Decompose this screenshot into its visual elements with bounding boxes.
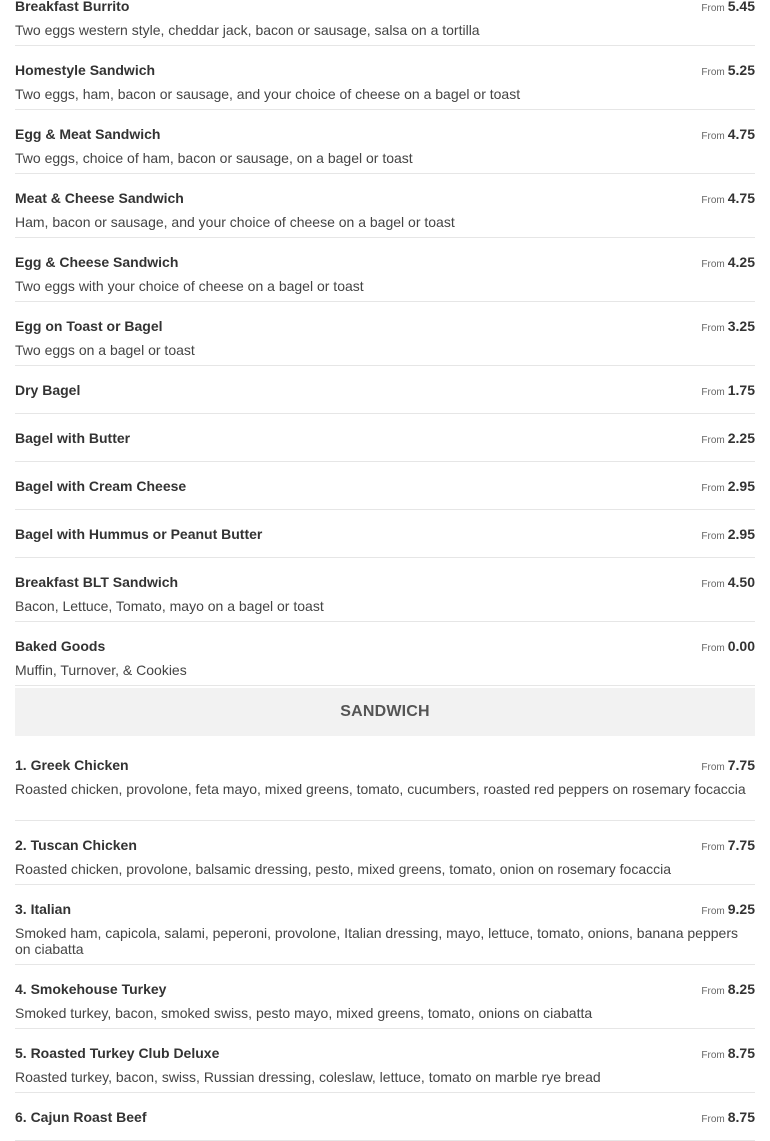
price-amount: 1.75 [727, 382, 755, 398]
price-prefix: From [701, 323, 725, 334]
price-prefix: From [701, 435, 725, 446]
menu-item-name: 4. Smokehouse Turkey [15, 981, 167, 997]
price-prefix: From [701, 1114, 725, 1125]
menu-item-name: Baked Goods [15, 638, 106, 654]
menu-item-price [701, 62, 755, 81]
menu-item[interactable] [15, 1093, 755, 1141]
menu-item-name: 6. Cajun Roast Beef [15, 1109, 147, 1125]
price-amount: 7.75 [727, 757, 755, 773]
menu-item-name: Dry Bagel [15, 382, 81, 398]
price-prefix: From [701, 906, 725, 917]
menu-item-name: Bagel with Butter [15, 430, 131, 446]
menu-item-description: Smoked ham, capicola, salami, peperoni, provolone, Italian dressing, mayo, lettuce, tomato, onions, banana peppers on ciabatta [15, 925, 738, 957]
price-prefix: From [701, 531, 725, 542]
menu-item[interactable] [15, 414, 755, 462]
menu-item-name: Homestyle Sandwich [15, 62, 156, 78]
menu-list [15, 0, 755, 1141]
breakfast-section [15, 0, 755, 686]
price-amount: 7.75 [727, 837, 755, 853]
menu-item-name: Breakfast Burrito [15, 0, 130, 14]
price-prefix: From [701, 387, 725, 398]
menu-item[interactable] [15, 302, 755, 366]
menu-item-price [701, 526, 755, 545]
sandwich-section [15, 741, 755, 1141]
price-amount: 2.95 [727, 526, 755, 542]
menu-item-price [701, 318, 755, 337]
menu-item-name: Egg & Cheese Sandwich [15, 254, 179, 270]
menu-item[interactable] [15, 741, 755, 821]
menu-item-price [701, 478, 755, 497]
menu-item-description: Muffin, Turnover, & Cookies [15, 662, 187, 678]
menu-item[interactable] [15, 462, 755, 510]
menu-item[interactable] [15, 885, 755, 965]
menu-item-price [701, 901, 755, 920]
price-amount: 2.95 [727, 478, 755, 494]
price-amount: 8.75 [727, 1109, 755, 1125]
menu-item-name: Egg & Meat Sandwich [15, 126, 161, 142]
price-prefix: From [701, 259, 725, 270]
menu-item-description: Two eggs, choice of ham, bacon or sausage, on a bagel or toast [15, 150, 413, 166]
menu-item-description: Bacon, Lettuce, Tomato, mayo on a bagel or toast [15, 598, 324, 614]
menu-item-price [701, 1109, 755, 1128]
menu-item-price [701, 574, 755, 593]
price-amount: 9.25 [727, 901, 755, 917]
price-prefix: From [701, 842, 725, 853]
menu-item-description: Smoked turkey, bacon, smoked swiss, pesto mayo, mixed greens, tomato, onions on ciabatta [15, 1005, 593, 1021]
menu-item-price [701, 430, 755, 449]
menu-item[interactable] [15, 0, 755, 46]
menu-item[interactable] [15, 821, 755, 885]
menu-item-description: Roasted chicken, provolone, balsamic dressing, pesto, mixed greens, tomato, onion on rosemary focaccia [15, 861, 672, 877]
price-amount: 8.25 [727, 981, 755, 997]
menu-item-price [701, 638, 755, 657]
price-prefix: From [701, 131, 725, 142]
menu-item-name: 3. Italian [15, 901, 72, 917]
price-amount: 4.75 [727, 126, 755, 142]
menu-item-name: Bagel with Hummus or Peanut Butter [15, 526, 263, 542]
menu-item-description: Two eggs on a bagel or toast [15, 342, 195, 358]
menu-item[interactable] [15, 558, 755, 622]
price-prefix: From [701, 643, 725, 654]
price-amount: 4.50 [727, 574, 755, 590]
menu-item-description: Ham, bacon or sausage, and your choice of cheese on a bagel or toast [15, 214, 455, 230]
price-prefix: From [701, 762, 725, 773]
price-amount: 4.25 [727, 254, 755, 270]
menu-item-name: Breakfast BLT Sandwich [15, 574, 179, 590]
price-prefix: From [701, 579, 725, 590]
price-prefix: From [701, 3, 725, 14]
menu-item-price [701, 126, 755, 145]
menu-item-description: Two eggs, ham, bacon or sausage, and your choice of cheese on a bagel or toast [15, 86, 521, 102]
price-amount: 8.75 [727, 1045, 755, 1061]
price-prefix: From [701, 195, 725, 206]
menu-item[interactable] [15, 174, 755, 238]
menu-item-description: Two eggs with your choice of cheese on a bagel or toast [15, 278, 364, 294]
menu-item-name: Egg on Toast or Bagel [15, 318, 163, 334]
menu-item[interactable] [15, 366, 755, 414]
menu-item-name: 1. Greek Chicken [15, 757, 129, 773]
price-amount: 3.25 [727, 318, 755, 334]
menu-item-name: 5. Roasted Turkey Club Deluxe [15, 1045, 220, 1061]
price-amount: 2.25 [727, 430, 755, 446]
menu-item-price [701, 757, 755, 776]
price-prefix: From [701, 483, 725, 494]
menu-item-price [701, 1045, 755, 1064]
menu-item[interactable] [15, 238, 755, 302]
menu-item[interactable] [15, 110, 755, 174]
price-amount: 4.75 [727, 190, 755, 206]
menu-item-name: 2. Tuscan Chicken [15, 837, 137, 853]
menu-item-description: Roasted chicken, provolone, feta mayo, mixed greens, tomato, cucumbers, roasted red peppers on rosemary focaccia [15, 781, 746, 797]
menu-item[interactable] [15, 46, 755, 110]
menu-item[interactable] [15, 622, 755, 686]
menu-item-price [701, 837, 755, 856]
section-header-sandwich: SANDWICH [15, 688, 755, 736]
menu-item-name: Meat & Cheese Sandwich [15, 190, 184, 206]
price-amount: 5.45 [727, 0, 755, 14]
menu-item-price [701, 190, 755, 209]
price-prefix: From [701, 986, 725, 997]
menu-item-price [701, 0, 755, 17]
menu-item-description: Two eggs western style, cheddar jack, bacon or sausage, salsa on a tortilla [15, 22, 480, 38]
price-prefix: From [701, 67, 725, 78]
menu-item-price [701, 254, 755, 273]
price-amount: 5.25 [727, 62, 755, 78]
menu-item[interactable] [15, 510, 755, 558]
menu-item[interactable] [15, 1029, 755, 1093]
price-amount: 0.00 [727, 638, 755, 654]
price-prefix: From [701, 1050, 725, 1061]
menu-item-description: Roasted turkey, bacon, swiss, Russian dressing, coleslaw, lettuce, tomato on marble rye bread [15, 1069, 601, 1085]
menu-item[interactable] [15, 965, 755, 1029]
menu-item-name: Bagel with Cream Cheese [15, 478, 187, 494]
menu-item-price [701, 981, 755, 1000]
menu-item-price [701, 382, 755, 401]
